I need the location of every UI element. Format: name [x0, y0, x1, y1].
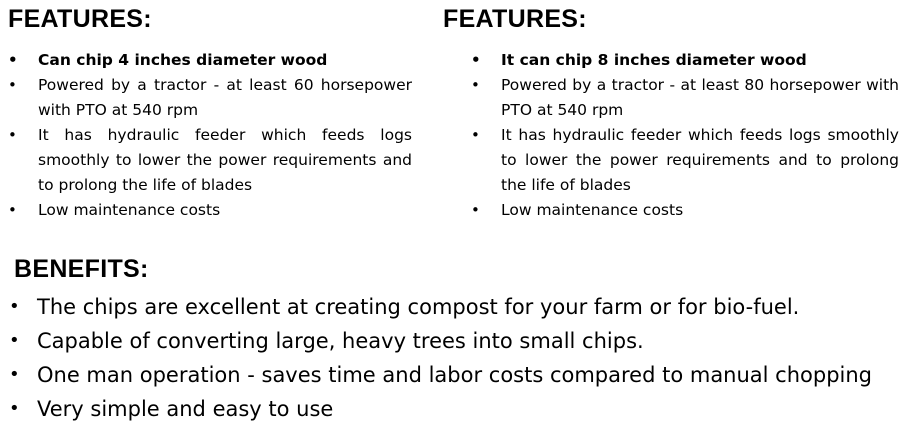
list-item: • Powered by a tractor - at least 80 horsepower with PTO at 540 rpm: [469, 73, 899, 123]
list-item: • It has hydraulic feeder which feeds logs smoothly to lower the power requirements and to prolong the life of blades: [469, 123, 899, 198]
benefits-heading: BENEFITS:: [14, 255, 149, 283]
list-item: • One man operation - saves time and labor costs compared to manual chopping: [6, 358, 896, 392]
right-features-heading: FEATURES:: [443, 5, 587, 33]
list-item: • It has hydraulic feeder which feeds logs smoothly to lower the power requirements and to prolong the life of blades: [6, 123, 412, 198]
left-features-heading: FEATURES:: [8, 5, 152, 33]
list-item: • Low maintenance costs: [469, 198, 899, 223]
list-item: • Very simple and easy to use: [6, 392, 896, 426]
list-item: • It can chip 8 inches diameter wood: [469, 48, 899, 73]
list-item: • Low maintenance costs: [6, 198, 412, 223]
list-item: • Capable of converting large, heavy trees into small chips.: [6, 324, 896, 358]
list-item: • Powered by a tractor - at least 60 horsepower with PTO at 540 rpm: [6, 73, 412, 123]
list-item: • Can chip 4 inches diameter wood: [6, 48, 412, 73]
left-features-list: [6, 48, 412, 223]
benefits-list: [6, 290, 896, 426]
list-item: • The chips are excellent at creating compost for your farm or for bio-fuel.: [6, 290, 896, 324]
right-features-list: [469, 48, 899, 223]
